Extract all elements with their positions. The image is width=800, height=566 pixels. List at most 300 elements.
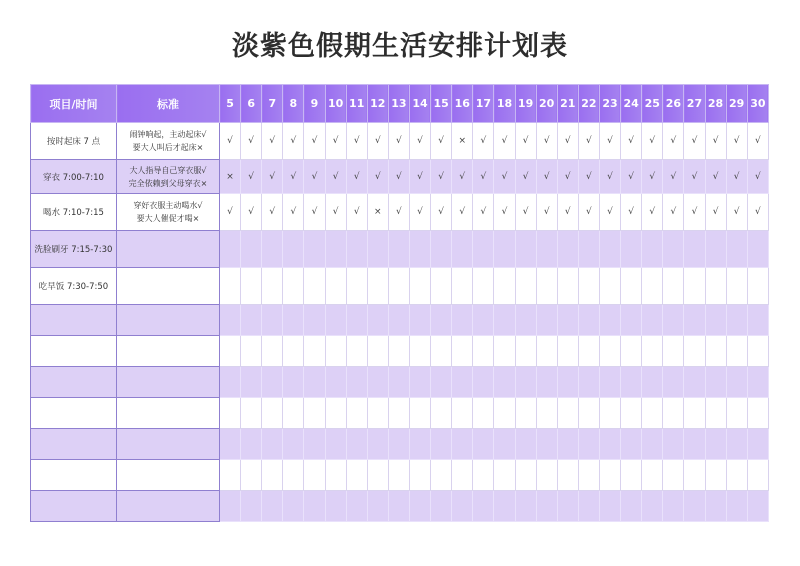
row-item-label xyxy=(31,429,117,460)
day-mark-cell xyxy=(705,398,726,429)
row-item-label: 穿衣 7:00-7:10 xyxy=(31,160,117,194)
day-mark-cell xyxy=(431,460,452,491)
day-mark-cell: √ xyxy=(283,123,304,160)
header-day: 13 xyxy=(388,85,409,123)
day-mark-cell: √ xyxy=(220,194,241,231)
day-mark-cell xyxy=(705,305,726,336)
day-mark-cell xyxy=(536,367,557,398)
day-mark-cell xyxy=(283,305,304,336)
day-mark-cell xyxy=(346,429,367,460)
day-mark-cell: √ xyxy=(283,194,304,231)
row-standard xyxy=(117,160,220,194)
day-mark-cell xyxy=(473,398,494,429)
day-mark-cell: √ xyxy=(494,160,515,194)
day-mark-cell xyxy=(515,429,536,460)
day-mark-cell xyxy=(494,491,515,522)
day-mark-cell xyxy=(599,460,620,491)
day-mark-cell xyxy=(367,305,388,336)
day-mark-cell xyxy=(494,231,515,268)
row-standard xyxy=(117,231,220,268)
day-mark-cell xyxy=(431,231,452,268)
day-mark-cell xyxy=(304,429,325,460)
header-day: 17 xyxy=(473,85,494,123)
day-mark-cell xyxy=(388,336,409,367)
day-mark-cell xyxy=(705,460,726,491)
header-standard: 标准 xyxy=(117,85,220,123)
day-mark-cell: √ xyxy=(409,123,430,160)
day-mark-cell xyxy=(642,336,663,367)
day-mark-cell xyxy=(494,429,515,460)
day-mark-cell xyxy=(536,268,557,305)
day-mark-cell: √ xyxy=(684,194,705,231)
day-mark-cell xyxy=(262,305,283,336)
day-mark-cell: √ xyxy=(473,160,494,194)
day-mark-cell xyxy=(304,367,325,398)
day-mark-cell xyxy=(621,491,642,522)
day-mark-cell xyxy=(536,305,557,336)
header-day: 9 xyxy=(304,85,325,123)
day-mark-cell: √ xyxy=(599,160,620,194)
day-mark-cell xyxy=(388,491,409,522)
day-mark-cell xyxy=(621,429,642,460)
row-standard xyxy=(117,305,220,336)
day-mark-cell xyxy=(663,491,684,522)
day-mark-cell xyxy=(325,367,346,398)
day-mark-cell: √ xyxy=(346,123,367,160)
day-mark-cell: √ xyxy=(220,123,241,160)
day-mark-cell xyxy=(599,305,620,336)
day-mark-cell xyxy=(220,336,241,367)
day-mark-cell: √ xyxy=(663,194,684,231)
day-mark-cell xyxy=(283,398,304,429)
header-day: 18 xyxy=(494,85,515,123)
header-row xyxy=(31,85,769,123)
day-mark-cell xyxy=(621,268,642,305)
day-mark-cell xyxy=(409,460,430,491)
row-standard xyxy=(117,491,220,522)
day-mark-cell: √ xyxy=(621,160,642,194)
day-mark-cell xyxy=(536,429,557,460)
day-mark-cell xyxy=(220,367,241,398)
day-mark-cell xyxy=(220,268,241,305)
day-mark-cell xyxy=(452,268,473,305)
row-standard xyxy=(117,123,220,160)
header-day: 7 xyxy=(262,85,283,123)
day-mark-cell xyxy=(220,460,241,491)
day-mark-cell xyxy=(431,429,452,460)
table-row xyxy=(31,305,769,336)
day-mark-cell xyxy=(747,305,768,336)
day-mark-cell: √ xyxy=(726,123,747,160)
day-mark-cell xyxy=(747,336,768,367)
row-item-label: 喝水 7:10-7:15 xyxy=(31,194,117,231)
day-mark-cell: √ xyxy=(705,160,726,194)
day-mark-cell: √ xyxy=(494,194,515,231)
day-mark-cell xyxy=(642,460,663,491)
day-mark-cell xyxy=(621,460,642,491)
day-mark-cell xyxy=(726,398,747,429)
day-mark-cell xyxy=(578,491,599,522)
day-mark-cell xyxy=(283,367,304,398)
day-mark-cell xyxy=(241,231,262,268)
day-mark-cell xyxy=(726,460,747,491)
day-mark-cell xyxy=(557,460,578,491)
day-mark-cell: √ xyxy=(431,160,452,194)
row-standard xyxy=(117,194,220,231)
day-mark-cell xyxy=(262,231,283,268)
day-mark-cell xyxy=(557,268,578,305)
day-mark-cell xyxy=(705,336,726,367)
day-mark-cell xyxy=(325,305,346,336)
day-mark-cell xyxy=(599,367,620,398)
day-mark-cell xyxy=(367,398,388,429)
day-mark-cell xyxy=(409,336,430,367)
day-mark-cell xyxy=(473,268,494,305)
day-mark-cell xyxy=(599,491,620,522)
day-mark-cell xyxy=(262,398,283,429)
day-mark-cell xyxy=(557,398,578,429)
row-item-label xyxy=(31,460,117,491)
day-mark-cell xyxy=(747,429,768,460)
day-mark-cell: √ xyxy=(599,194,620,231)
row-item-label xyxy=(31,336,117,367)
day-mark-cell xyxy=(705,231,726,268)
day-mark-cell: √ xyxy=(578,160,599,194)
day-mark-cell: √ xyxy=(452,160,473,194)
table-row xyxy=(31,231,769,268)
day-mark-cell xyxy=(536,460,557,491)
row-item-label xyxy=(31,491,117,522)
day-mark-cell xyxy=(473,231,494,268)
day-mark-cell xyxy=(747,460,768,491)
day-mark-cell xyxy=(684,491,705,522)
day-mark-cell xyxy=(599,429,620,460)
day-mark-cell xyxy=(684,367,705,398)
day-mark-cell xyxy=(705,429,726,460)
header-item: 项目/时间 xyxy=(31,85,117,123)
day-mark-cell: √ xyxy=(473,194,494,231)
row-item-label xyxy=(31,398,117,429)
day-mark-cell xyxy=(241,305,262,336)
day-mark-cell: √ xyxy=(494,123,515,160)
day-mark-cell xyxy=(578,429,599,460)
day-mark-cell xyxy=(536,336,557,367)
day-mark-cell xyxy=(262,460,283,491)
day-mark-cell xyxy=(515,268,536,305)
day-mark-cell xyxy=(325,231,346,268)
day-mark-cell xyxy=(325,268,346,305)
day-mark-cell xyxy=(515,231,536,268)
day-mark-cell xyxy=(409,305,430,336)
day-mark-cell: √ xyxy=(262,123,283,160)
day-mark-cell xyxy=(283,268,304,305)
day-mark-cell: √ xyxy=(663,123,684,160)
day-mark-cell xyxy=(262,429,283,460)
header-day: 16 xyxy=(452,85,473,123)
row-standard xyxy=(117,460,220,491)
day-mark-cell xyxy=(663,268,684,305)
day-mark-cell xyxy=(473,491,494,522)
header-day: 6 xyxy=(241,85,262,123)
header-day: 22 xyxy=(578,85,599,123)
header-day: 29 xyxy=(726,85,747,123)
day-mark-cell xyxy=(452,231,473,268)
day-mark-cell xyxy=(642,491,663,522)
day-mark-cell xyxy=(726,268,747,305)
day-mark-cell xyxy=(536,231,557,268)
day-mark-cell xyxy=(452,491,473,522)
header-day: 27 xyxy=(684,85,705,123)
day-mark-cell xyxy=(346,268,367,305)
day-mark-cell: √ xyxy=(367,123,388,160)
day-mark-cell xyxy=(346,231,367,268)
day-mark-cell: √ xyxy=(642,194,663,231)
table-row xyxy=(31,429,769,460)
header-day: 19 xyxy=(515,85,536,123)
standard-line: 要大人催促才喝× xyxy=(136,214,200,223)
day-mark-cell xyxy=(642,398,663,429)
day-mark-cell: √ xyxy=(578,123,599,160)
day-mark-cell xyxy=(283,491,304,522)
header-day: 24 xyxy=(621,85,642,123)
day-mark-cell xyxy=(515,367,536,398)
day-mark-cell xyxy=(388,305,409,336)
day-mark-cell: √ xyxy=(325,123,346,160)
day-mark-cell xyxy=(726,231,747,268)
day-mark-cell: √ xyxy=(325,160,346,194)
day-mark-cell xyxy=(262,336,283,367)
day-mark-cell: √ xyxy=(304,194,325,231)
day-mark-cell xyxy=(515,491,536,522)
day-mark-cell xyxy=(220,491,241,522)
day-mark-cell: √ xyxy=(515,160,536,194)
day-mark-cell xyxy=(557,336,578,367)
row-standard xyxy=(117,336,220,367)
day-mark-cell: √ xyxy=(621,123,642,160)
day-mark-cell xyxy=(220,231,241,268)
day-mark-cell xyxy=(473,367,494,398)
day-mark-cell: √ xyxy=(747,123,768,160)
day-mark-cell: √ xyxy=(557,160,578,194)
day-mark-cell xyxy=(726,336,747,367)
day-mark-cell xyxy=(515,336,536,367)
day-mark-cell xyxy=(325,460,346,491)
day-mark-cell xyxy=(473,429,494,460)
day-mark-cell: √ xyxy=(346,160,367,194)
standard-line: 闹钟响起，主动起床√ xyxy=(129,130,207,139)
header-day: 23 xyxy=(599,85,620,123)
day-mark-cell xyxy=(262,491,283,522)
day-mark-cell: √ xyxy=(536,123,557,160)
day-mark-cell xyxy=(409,491,430,522)
day-mark-cell xyxy=(241,268,262,305)
day-mark-cell xyxy=(494,398,515,429)
header-day: 12 xyxy=(367,85,388,123)
day-mark-cell xyxy=(388,398,409,429)
row-item-label: 洗脸刷牙 7:15-7:30 xyxy=(31,231,117,268)
day-mark-cell: × xyxy=(367,194,388,231)
day-mark-cell xyxy=(684,460,705,491)
header-day: 11 xyxy=(346,85,367,123)
day-mark-cell xyxy=(684,268,705,305)
day-mark-cell xyxy=(241,491,262,522)
day-mark-cell xyxy=(409,268,430,305)
row-standard xyxy=(117,268,220,305)
day-mark-cell xyxy=(621,367,642,398)
day-mark-cell xyxy=(621,398,642,429)
day-mark-cell xyxy=(726,429,747,460)
table-row xyxy=(31,268,769,305)
day-mark-cell xyxy=(578,367,599,398)
day-mark-cell xyxy=(431,398,452,429)
day-mark-cell: √ xyxy=(705,194,726,231)
day-mark-cell xyxy=(599,231,620,268)
table-row xyxy=(31,160,769,194)
day-mark-cell xyxy=(663,367,684,398)
standard-line: 大人指导自己穿衣服√ xyxy=(129,165,207,175)
day-mark-cell xyxy=(599,398,620,429)
table-row xyxy=(31,398,769,429)
day-mark-cell: √ xyxy=(452,194,473,231)
table-row xyxy=(31,367,769,398)
table-row xyxy=(31,460,769,491)
day-mark-cell xyxy=(747,491,768,522)
day-mark-cell: √ xyxy=(367,160,388,194)
header-day: 25 xyxy=(642,85,663,123)
day-mark-cell: √ xyxy=(346,194,367,231)
day-mark-cell xyxy=(515,398,536,429)
day-mark-cell xyxy=(220,305,241,336)
day-mark-cell xyxy=(578,305,599,336)
day-mark-cell xyxy=(304,336,325,367)
day-mark-cell xyxy=(747,268,768,305)
day-mark-cell xyxy=(642,268,663,305)
day-mark-cell xyxy=(663,305,684,336)
day-mark-cell xyxy=(346,460,367,491)
day-mark-cell xyxy=(684,398,705,429)
standard-line: 要大人叫后才起床× xyxy=(132,143,204,152)
row-standard xyxy=(117,398,220,429)
header-day: 8 xyxy=(283,85,304,123)
day-mark-cell: √ xyxy=(325,194,346,231)
day-mark-cell xyxy=(494,367,515,398)
day-mark-cell: √ xyxy=(726,160,747,194)
day-mark-cell xyxy=(621,305,642,336)
day-mark-cell: √ xyxy=(241,123,262,160)
day-mark-cell xyxy=(705,367,726,398)
page-title: 淡紫色假期生活安排计划表 xyxy=(232,31,568,62)
day-mark-cell xyxy=(726,491,747,522)
day-mark-cell xyxy=(747,231,768,268)
day-mark-cell xyxy=(726,305,747,336)
row-item-label xyxy=(31,305,117,336)
day-mark-cell: √ xyxy=(515,194,536,231)
row-item-label xyxy=(31,367,117,398)
day-mark-cell xyxy=(346,398,367,429)
day-mark-cell xyxy=(536,491,557,522)
day-mark-cell xyxy=(684,231,705,268)
day-mark-cell: √ xyxy=(557,123,578,160)
day-mark-cell xyxy=(367,367,388,398)
day-mark-cell xyxy=(283,460,304,491)
row-item-label: 吃早饭 7:30-7:50 xyxy=(31,268,117,305)
day-mark-cell xyxy=(557,231,578,268)
day-mark-cell: √ xyxy=(663,160,684,194)
day-mark-cell xyxy=(241,398,262,429)
day-mark-cell: √ xyxy=(536,194,557,231)
day-mark-cell xyxy=(388,231,409,268)
day-mark-cell xyxy=(473,336,494,367)
day-mark-cell: √ xyxy=(409,194,430,231)
day-mark-cell: √ xyxy=(304,123,325,160)
day-mark-cell xyxy=(431,491,452,522)
day-mark-cell xyxy=(409,367,430,398)
day-mark-cell xyxy=(494,268,515,305)
day-mark-cell xyxy=(663,460,684,491)
day-mark-cell xyxy=(388,268,409,305)
day-mark-cell: √ xyxy=(241,160,262,194)
day-mark-cell xyxy=(642,429,663,460)
day-mark-cell xyxy=(346,336,367,367)
day-mark-cell: √ xyxy=(536,160,557,194)
day-mark-cell: √ xyxy=(262,194,283,231)
standard-line: 完全依赖到父母穿衣× xyxy=(128,178,208,188)
header-day: 14 xyxy=(409,85,430,123)
day-mark-cell xyxy=(367,268,388,305)
day-mark-cell xyxy=(388,429,409,460)
day-mark-cell: √ xyxy=(642,123,663,160)
day-mark-cell xyxy=(515,460,536,491)
day-mark-cell: √ xyxy=(726,194,747,231)
day-mark-cell: √ xyxy=(747,194,768,231)
day-mark-cell xyxy=(431,305,452,336)
day-mark-cell: √ xyxy=(684,160,705,194)
day-mark-cell xyxy=(557,491,578,522)
day-mark-cell xyxy=(262,367,283,398)
day-mark-cell xyxy=(346,491,367,522)
day-mark-cell xyxy=(241,367,262,398)
day-mark-cell xyxy=(494,460,515,491)
header-day: 15 xyxy=(431,85,452,123)
day-mark-cell xyxy=(557,367,578,398)
day-mark-cell xyxy=(325,336,346,367)
day-mark-cell xyxy=(325,429,346,460)
day-mark-cell xyxy=(599,268,620,305)
day-mark-cell xyxy=(283,429,304,460)
day-mark-cell: √ xyxy=(705,123,726,160)
day-mark-cell xyxy=(578,460,599,491)
day-mark-cell xyxy=(431,367,452,398)
header-day: 10 xyxy=(325,85,346,123)
day-mark-cell xyxy=(452,460,473,491)
day-mark-cell xyxy=(663,398,684,429)
table-row xyxy=(31,194,769,231)
day-mark-cell xyxy=(241,429,262,460)
day-mark-cell xyxy=(536,398,557,429)
day-mark-cell xyxy=(747,398,768,429)
day-mark-cell xyxy=(367,429,388,460)
day-mark-cell xyxy=(367,491,388,522)
day-mark-cell xyxy=(409,231,430,268)
day-mark-cell xyxy=(325,398,346,429)
day-mark-cell xyxy=(452,429,473,460)
day-mark-cell xyxy=(473,460,494,491)
header-day: 28 xyxy=(705,85,726,123)
day-mark-cell xyxy=(431,336,452,367)
day-mark-cell xyxy=(409,429,430,460)
schedule-table xyxy=(30,84,769,522)
day-mark-cell xyxy=(557,305,578,336)
